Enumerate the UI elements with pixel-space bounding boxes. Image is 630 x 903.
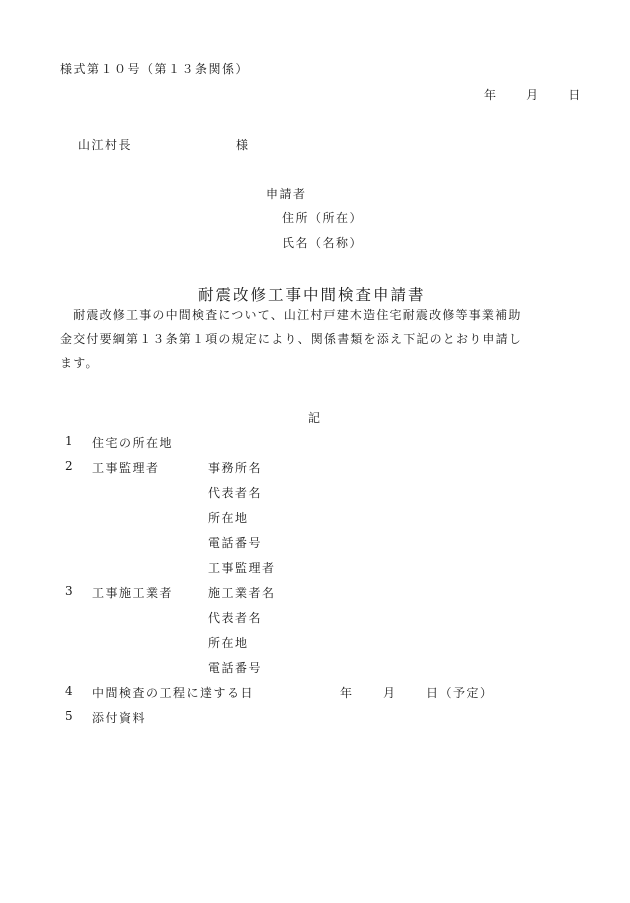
- ki-heading: 記: [308, 411, 322, 425]
- item-label: 中間検査の工程に達する日: [92, 686, 255, 700]
- field-label: 所在地: [208, 636, 249, 650]
- field-label: 代表者名: [208, 486, 263, 500]
- application-date: [484, 86, 582, 103]
- field-label: 電話番号: [208, 536, 263, 550]
- item-number: 5: [65, 709, 75, 723]
- applicant-name-label: 氏名（名称）: [282, 236, 364, 250]
- applicant-address-label: 住所（所在）: [282, 211, 364, 225]
- recipient-honorific: 様: [236, 138, 250, 152]
- field-label: 所在地: [208, 511, 249, 525]
- body-line: 耐震改修工事の中間検査について、山江村戸建木造住宅耐震改修等事業補助: [60, 308, 522, 322]
- body-line: 金交付要綱第１３条第１項の規定により、関係書類を添え下記のとおり申請し: [60, 332, 523, 346]
- field-label: 事務所名: [208, 461, 263, 475]
- field-label: 代表者名: [208, 611, 263, 625]
- field-label: 電話番号: [208, 661, 263, 675]
- item-number: 4: [65, 684, 75, 698]
- recipient-name: 山江村長: [78, 138, 133, 152]
- item-number: 1: [65, 434, 75, 448]
- scheduled-month: 月: [383, 686, 397, 700]
- item-number: 3: [65, 584, 75, 598]
- document-title: 耐震改修工事中間検査申請書: [198, 286, 426, 304]
- item-label: 工事施工業者: [92, 586, 174, 600]
- scheduled-day: 日（予定）: [426, 686, 494, 700]
- item-label: 添付資料: [92, 711, 147, 725]
- date-day: 日: [568, 88, 582, 102]
- body-line: ます。: [60, 356, 99, 370]
- scheduled-year: 年: [340, 686, 354, 700]
- item-label: 工事監理者: [92, 461, 160, 475]
- item-number: 2: [65, 459, 75, 473]
- applicant-heading: 申請者: [266, 187, 307, 201]
- date-month: 月: [526, 88, 540, 102]
- field-label: 工事監理者: [208, 561, 276, 575]
- body-paragraph: [60, 303, 580, 375]
- field-label: 施工業者名: [208, 586, 276, 600]
- form-number: 様式第１０号（第１３条関係）: [60, 62, 250, 76]
- date-year: 年: [484, 88, 498, 102]
- item-label: 住宅の所在地: [92, 436, 174, 450]
